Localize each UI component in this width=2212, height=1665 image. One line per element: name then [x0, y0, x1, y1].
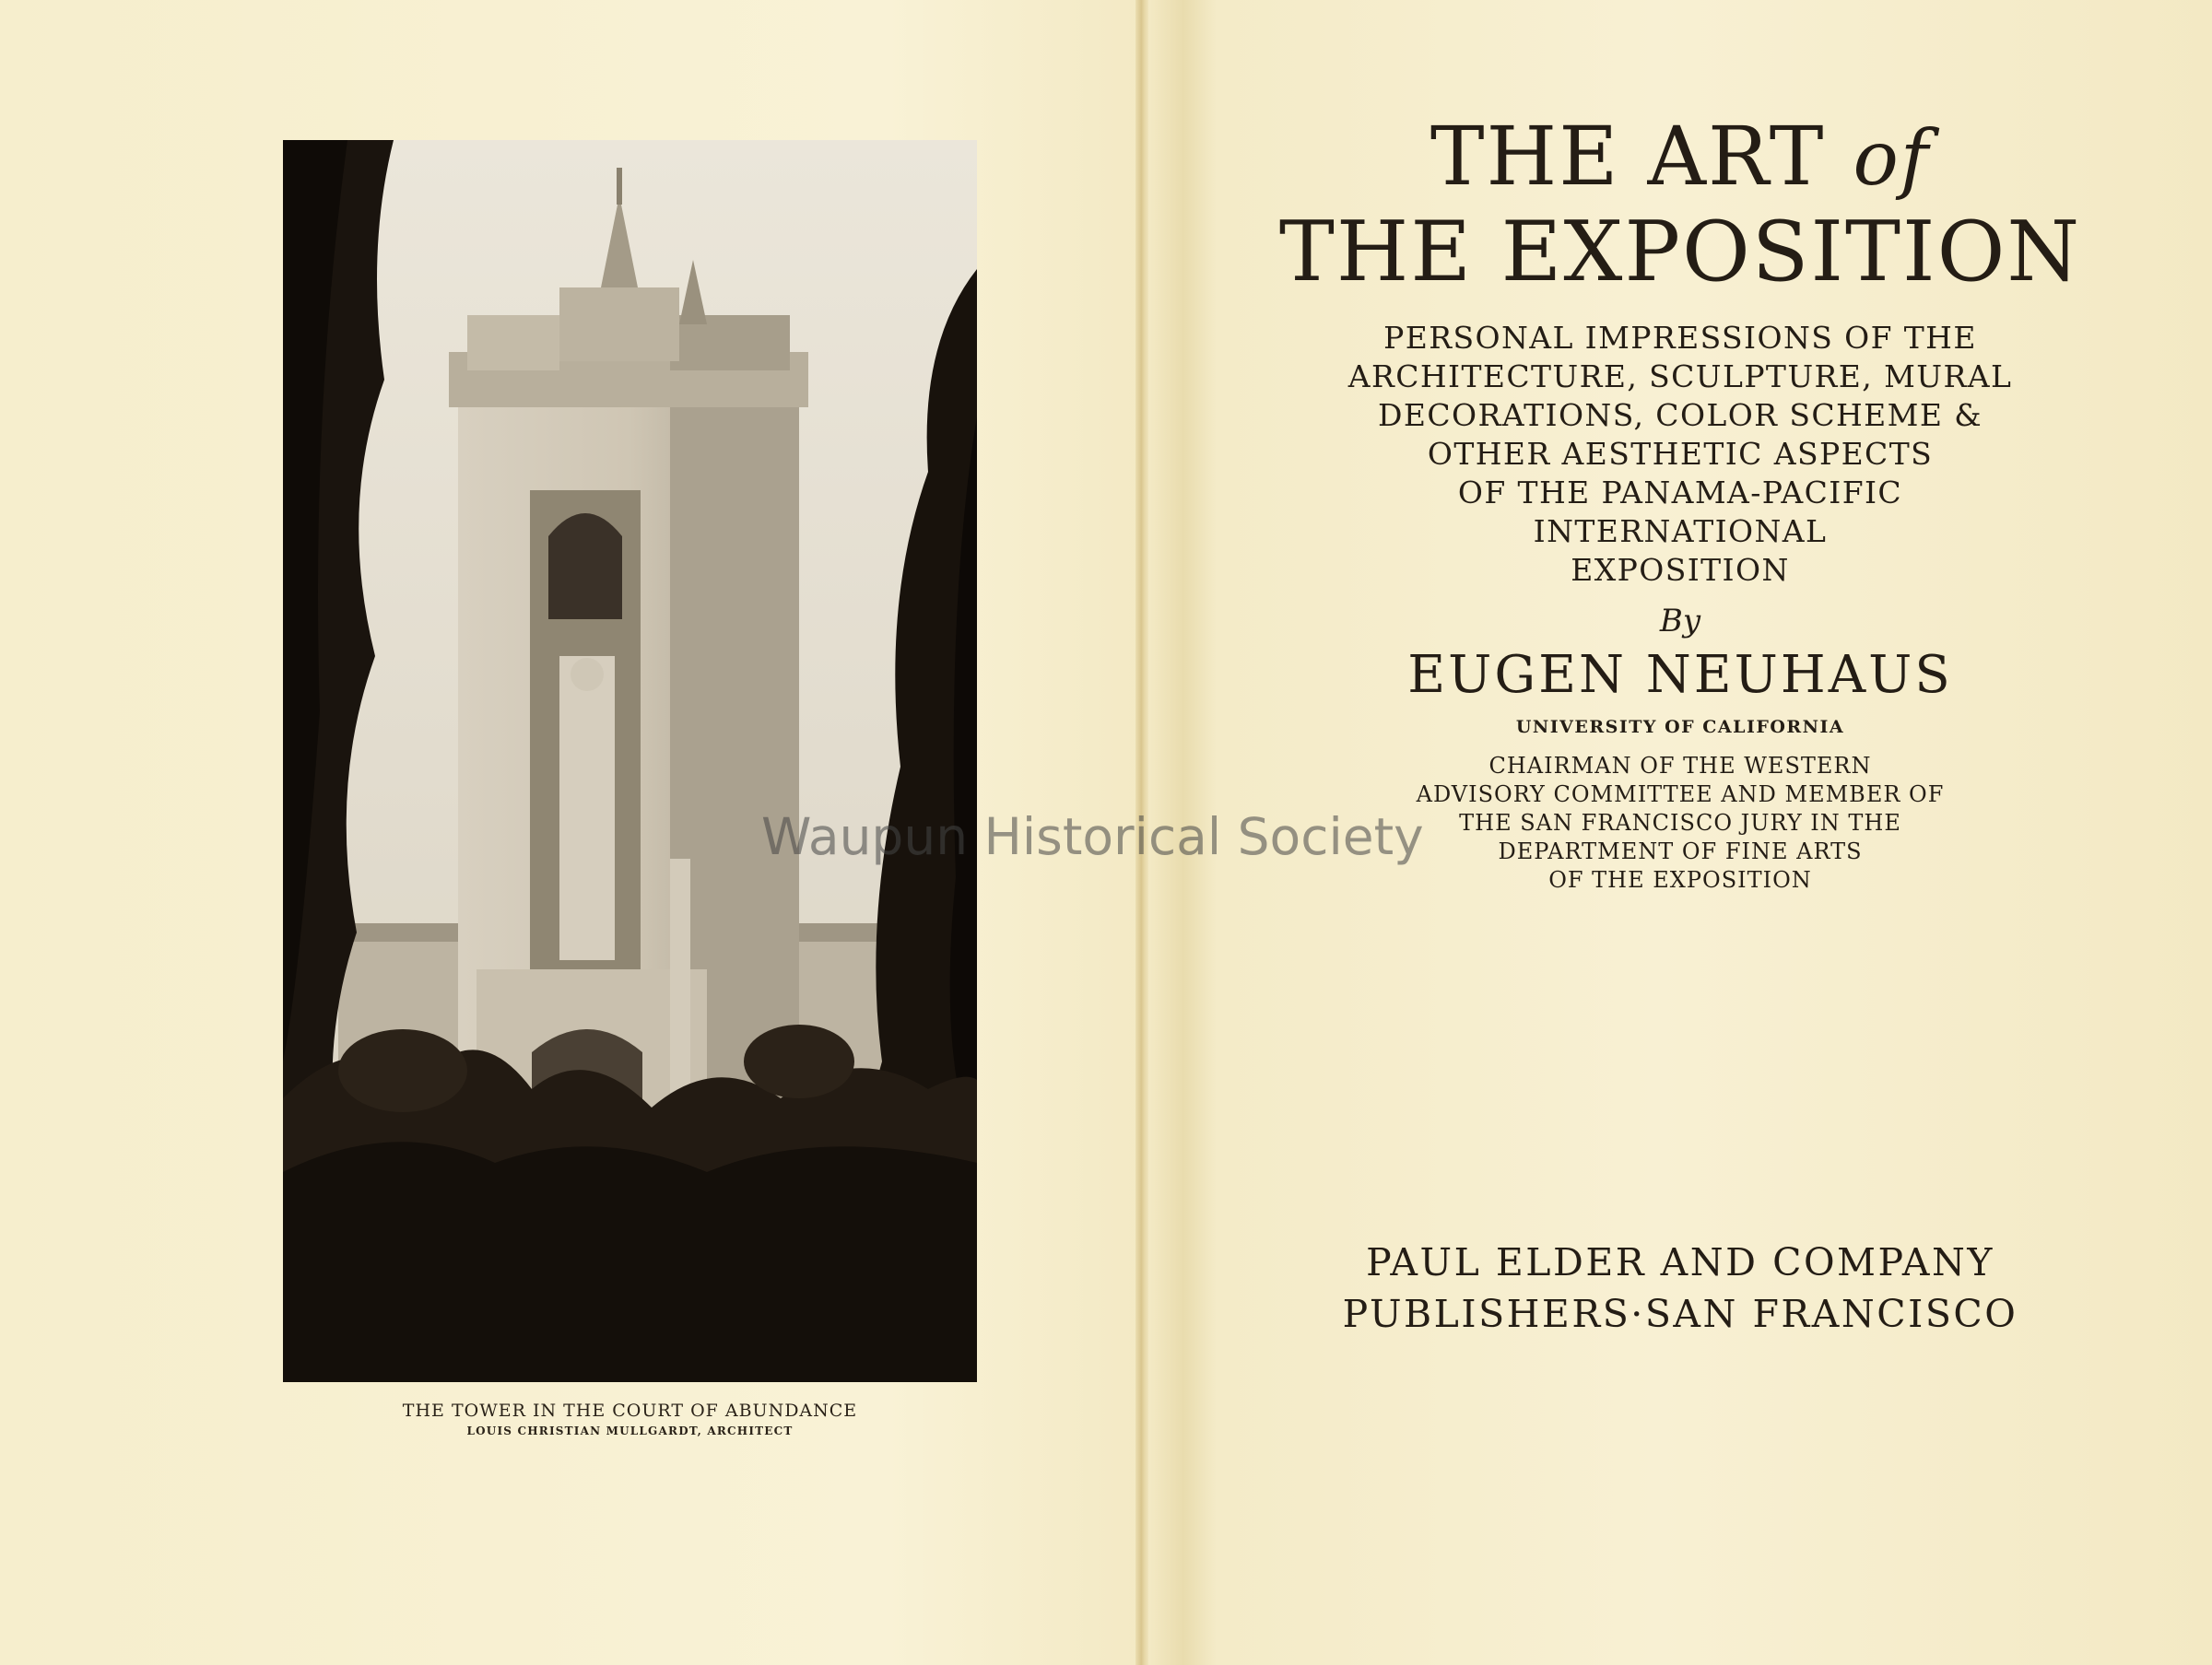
subtitle-line: PERSONAL IMPRESSIONS OF THE — [1383, 320, 1977, 356]
title-the-art: THE ART — [1430, 109, 1826, 204]
tower-photograph-image — [283, 140, 977, 1382]
credit-line: OF THE EXPOSITION — [1548, 867, 1812, 893]
subtitle-line: INTERNATIONAL — [1533, 513, 1828, 549]
publisher-location: PUBLISHERS·SAN FRANCISCO — [1342, 1292, 2018, 1336]
publisher — [1148, 1237, 2212, 1340]
credit-line: DEPARTMENT OF FINE ARTS — [1498, 838, 1863, 864]
caption-architect: LOUIS CHRISTIAN MULLGARDT, ARCHITECT — [466, 1425, 794, 1437]
title-of: of — [1853, 115, 1931, 203]
by-line: By — [1659, 603, 1701, 639]
book-title-line1 — [1148, 111, 2212, 205]
caption-title: THE TOWER IN THE COURT OF ABUNDANCE — [402, 1401, 858, 1421]
subtitle-line: DECORATIONS, COLOR SCHEME & — [1378, 397, 1983, 433]
credit-line: ADVISORY COMMITTEE AND MEMBER OF — [1416, 781, 1945, 807]
watermark: Waupun Historical Society — [761, 807, 1424, 866]
subtitle-line: OF THE PANAMA-PACIFIC — [1457, 475, 1903, 510]
credit-line: CHAIRMAN OF THE WESTERN — [1488, 753, 1872, 779]
credit-line: THE SAN FRANCISCO JURY IN THE — [1459, 810, 1901, 836]
tower-photograph — [283, 140, 977, 1382]
author-affiliation: UNIVERSITY OF CALIFORNIA — [1515, 717, 1845, 737]
author-name: EUGEN NEUHAUS — [1407, 645, 1953, 705]
subtitle — [1148, 319, 2212, 590]
publisher-name: PAUL ELDER AND COMPANY — [1366, 1240, 1994, 1284]
photo-caption — [283, 1401, 977, 1437]
subtitle-line: ARCHITECTURE, SCULPTURE, MURAL — [1347, 358, 2013, 394]
subtitle-line: OTHER AESTHETIC ASPECTS — [1427, 436, 1934, 472]
subtitle-line: EXPOSITION — [1571, 552, 1790, 588]
book-title-line2: THE EXPOSITION — [1278, 204, 2082, 300]
